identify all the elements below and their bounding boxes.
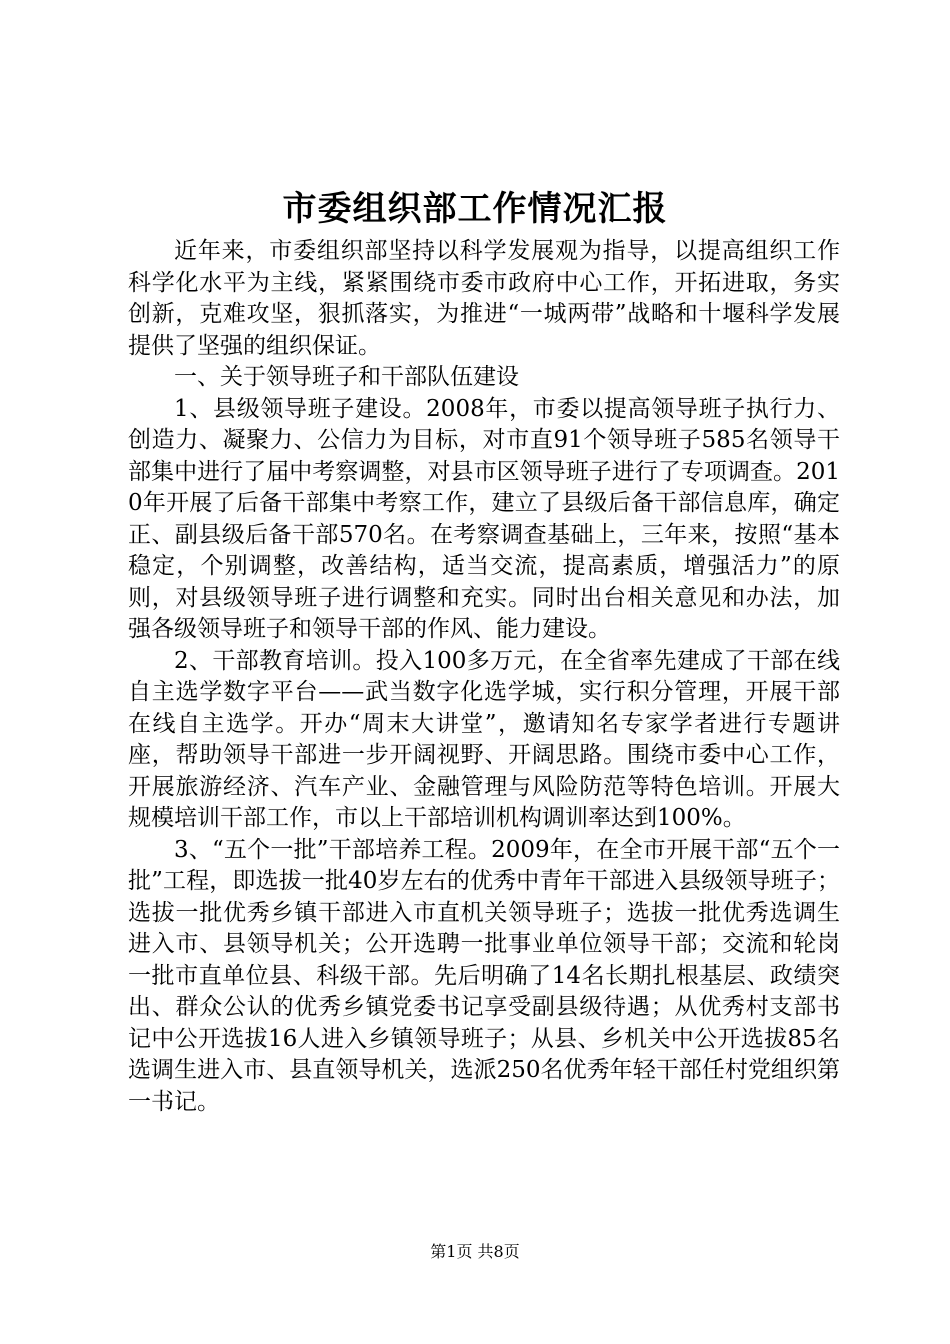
paragraph-leadership-teams: 1、县级领导班子建设。2008年，市委以提高领导班子执行力、创造力、凝聚力、公信力为目标，对市直91个领导班子585名领导干部集中进行了届中考察调整，对县市区领导班子进行了专项调查。2010年开展了后备干部集中考察工作，建立了县级后备干部信息库，确定正、副县级后备干部570名。在考察调查基础上，三年来，按照“基本稳定，个别调整，改善结构，适当交流，提高素质，增强活力”的原则，对县级领导班子进行调整和充实。同时出台相关意见和办法，加强各级领导班子和领导干部的作风、能力建设。 bbox=[128, 395, 840, 642]
document-title: 市委组织部工作情况汇报 bbox=[282, 189, 668, 229]
paragraph-five-batches: 3、“五个一批”干部培养工程。2009年，在全市开展干部“五个一批”工程，即选拔一批40岁左右的优秀中青年干部进入县级领导班子；选拔一批优秀乡镇干部进入市直机关领导班子；选拔一批优秀选调生进入市、县领导机关；公开选聘一批事业单位领导干部；交流和轮岗一批市直单位县、科级干部。先后明确了14名长期扎根基层、政绩突出、群众公认的优秀乡镇党委书记享受副县级待遇；从优秀村支部书记中公开选拔16人进入乡镇领导班子；从县、乡机关中公开选拔85名选调生进入市、县直领导机关，选派250名优秀年轻干部任村党组织第一书记。 bbox=[128, 836, 840, 1115]
document-body bbox=[128, 236, 840, 1118]
section-heading: 一、关于领导班子和干部队伍建设 bbox=[174, 364, 519, 390]
page-footer: 第1页 共8页 bbox=[430, 1242, 520, 1261]
intro-paragraph: 近年来，市委组织部坚持以科学发展观为指导，以提高组织工作科学化水平为主线，紧紧围绕市委市政府中心工作，开拓进取，务实创新，克难攻坚，狠抓落实，为推进“一城两带”战略和十堰科学发展提供了坚强的组织保证。 bbox=[128, 238, 840, 359]
paragraph-training: 2、干部教育培训。投入100多万元，在全省率先建成了干部在线自主选学数字平台——武当数字化选学城，实行积分管理，开展干部在线自主选学。开办“周末大讲堂”，邀请知名专家学者进行专题讲座，帮助领导干部进一步开阔视野、开阔思路。围绕市委中心工作，开展旅游经济、汽车产业、金融管理与风险防范等特色培训。开展大规模培训干部工作，市以上干部培训机构调训率达到100%。 bbox=[128, 647, 840, 831]
